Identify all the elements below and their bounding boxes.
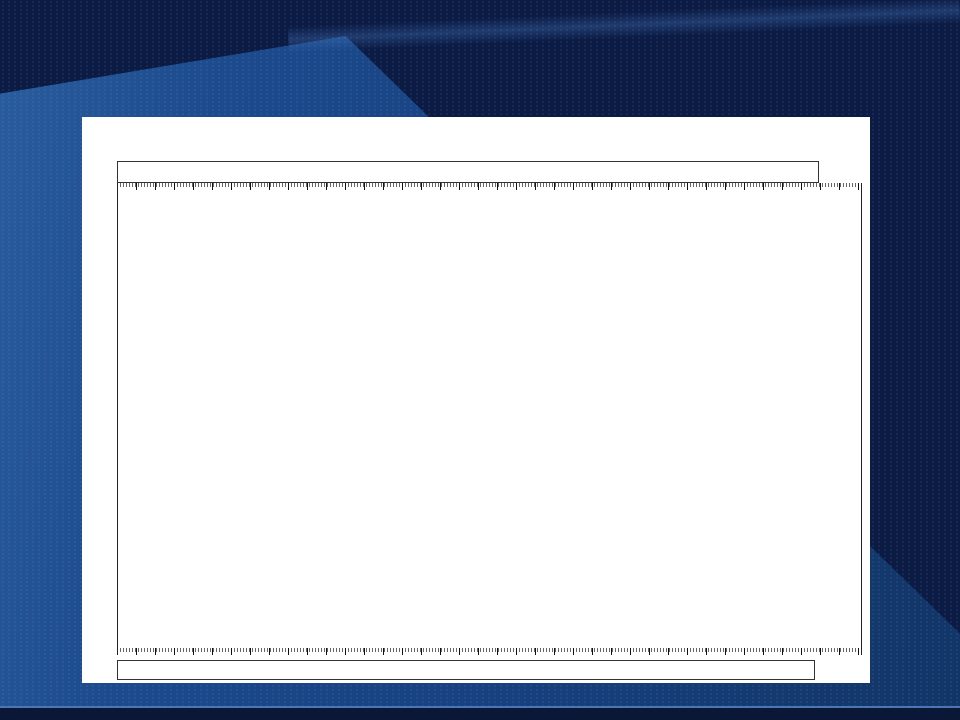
bottom-tick-ruler bbox=[117, 648, 861, 655]
ecg-header-datetime-mode bbox=[268, 166, 281, 179]
ecg-image-panel bbox=[82, 117, 870, 683]
ecg-traces bbox=[82, 117, 870, 683]
strip-left-border bbox=[117, 183, 118, 655]
footer-empty-box bbox=[117, 660, 815, 680]
bottom-dark-bar bbox=[0, 708, 960, 720]
top-tick-ruler bbox=[117, 183, 861, 190]
ecg-header-speed-gain bbox=[793, 166, 806, 179]
strip-right-border bbox=[861, 183, 862, 655]
ecg-header-box bbox=[117, 161, 819, 183]
